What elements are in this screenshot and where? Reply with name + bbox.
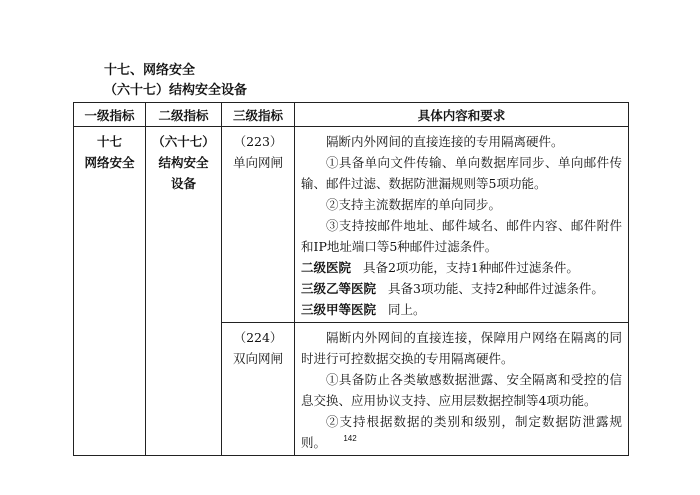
level2-line: （六十七）: [152, 134, 215, 149]
content-line: ①具备单向文件传输、单向数据库同步、单向邮件传输、邮件过滤、数据防泄漏规则等5项功能。: [301, 155, 622, 191]
item-code: （224）: [233, 330, 283, 345]
content-line: ②支持主流数据库的单向同步。: [326, 197, 502, 212]
item-name: 双向网闸: [232, 351, 283, 366]
grade-label: 三级甲等医院: [301, 302, 377, 317]
content-line: ①具备防止各类敏感数据泄露、安全隔离和受控的信息交换、应用协议支持、应用层数据控制等4项功能。: [301, 372, 622, 408]
level1-line: 十七: [96, 134, 122, 149]
table-row: [74, 127, 629, 323]
level2-cell: [146, 127, 222, 456]
content-line: 隔断内外网间的直接连接的专用隔离硬件。: [326, 134, 564, 149]
section-title: 十七、网络安全: [104, 63, 196, 78]
subsection-title: （六十七）结构安全设备: [104, 83, 248, 98]
grade-text: 具备2项功能，支持1种邮件过滤条件。: [362, 260, 579, 275]
grade-text: 同上。: [387, 302, 426, 317]
level2-line: 结构安全: [158, 155, 209, 170]
content-line: ②支持根据数据的类别和级别，制定数据防泄露规则。: [301, 414, 622, 450]
level1-line: 网络安全: [84, 155, 135, 170]
item-name: 单向网闸: [232, 155, 283, 170]
content-cell: [295, 127, 629, 323]
level3-cell: [222, 127, 295, 323]
table-header-row: [74, 103, 629, 127]
header-level2: 二级指标: [146, 103, 222, 127]
content-line: 隔断内外网间的直接连接，保障用户网络在隔离的同时进行可控数据交换的专用隔离硬件。: [301, 330, 622, 366]
header-level1: 一级指标: [74, 103, 146, 127]
level1-cell: [74, 127, 146, 456]
grade-label: 二级医院: [301, 260, 352, 275]
header-content: 具体内容和要求: [295, 103, 629, 127]
page-number: 142: [343, 434, 357, 443]
content-line: ③支持按邮件地址、邮件域名、邮件内容、邮件附件和IP地址端口等5种邮件过滤条件。: [301, 218, 622, 254]
level2-line: 设备: [170, 176, 196, 191]
grade-label: 三级乙等医院: [301, 281, 377, 296]
grade-line: [301, 299, 622, 320]
grade-line: [301, 278, 622, 299]
grade-line: [301, 257, 622, 278]
item-code: （223）: [233, 134, 283, 149]
grade-text: 具备3项功能、支持2种邮件过滤条件。: [387, 281, 604, 296]
indicator-table: [73, 102, 629, 456]
header-level3: 三级指标: [222, 103, 295, 127]
